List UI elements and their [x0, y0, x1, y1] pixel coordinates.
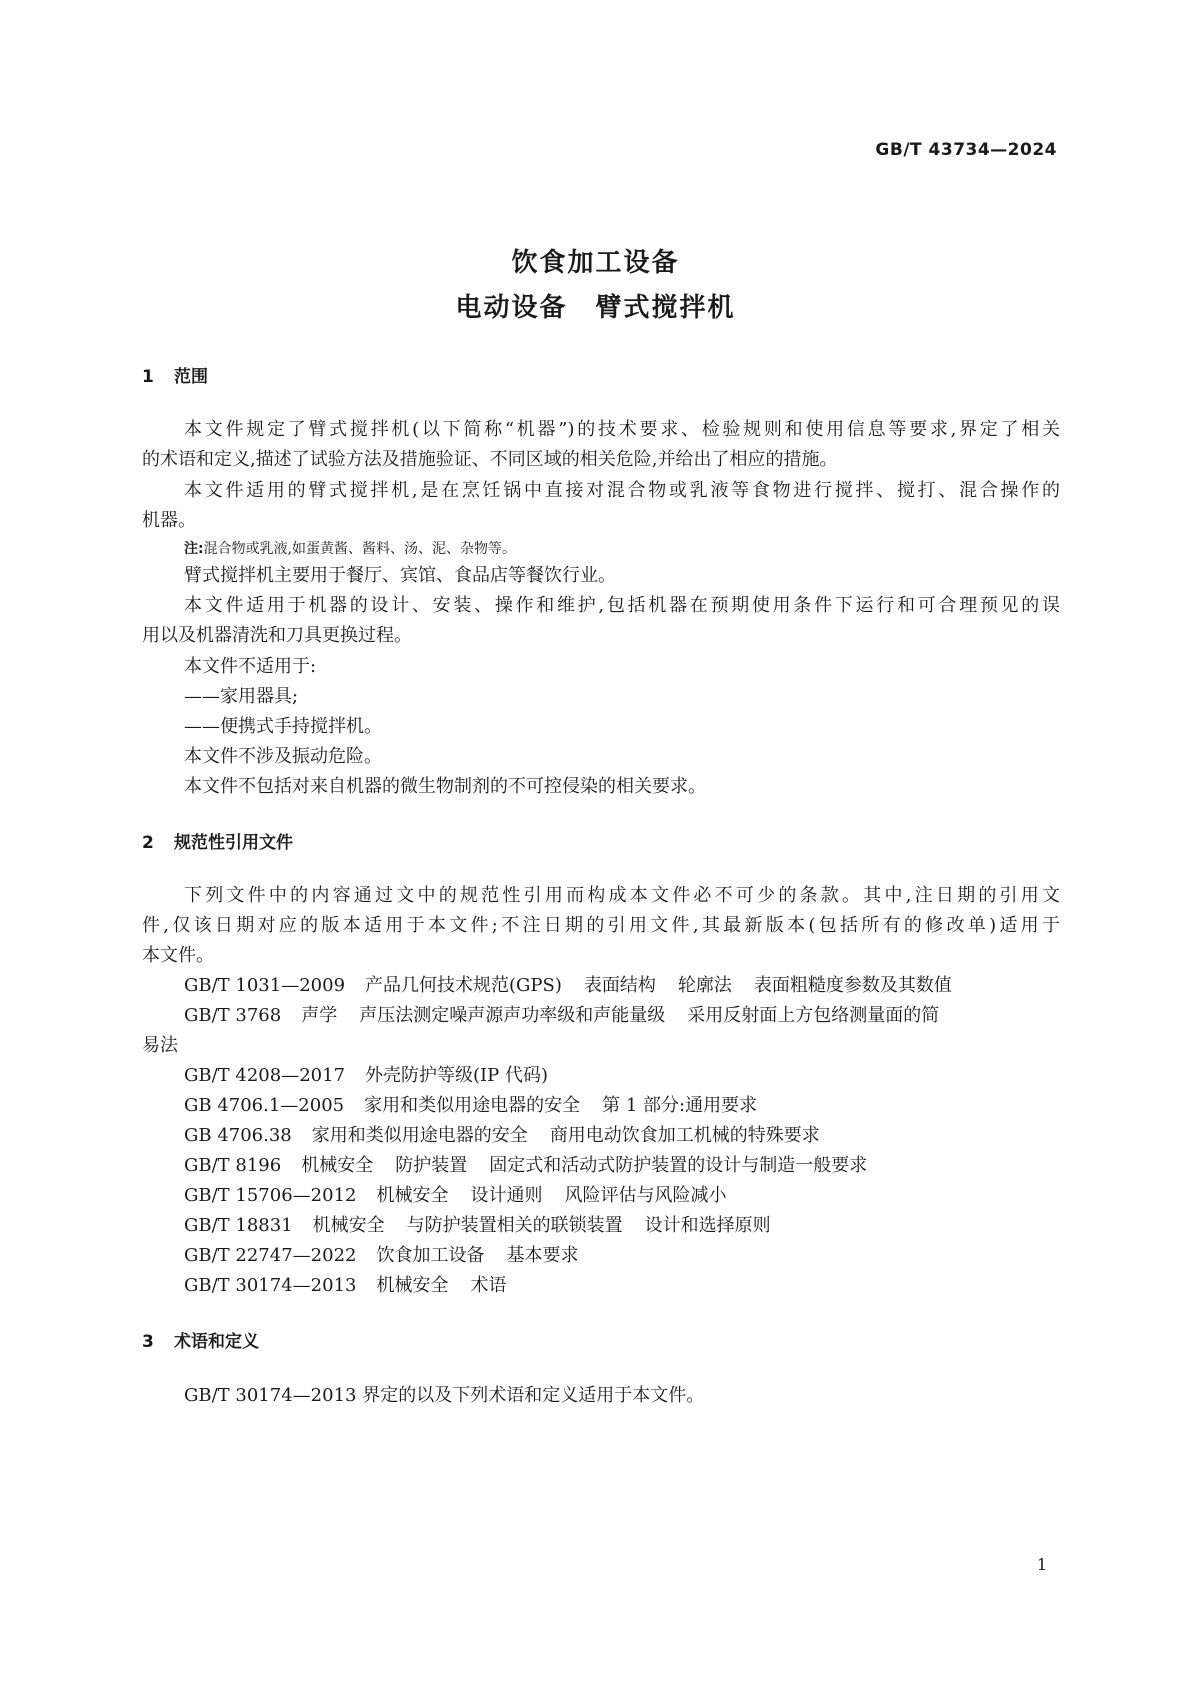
paragraph-line: 本文件不涉及振动危险。 [184, 746, 382, 767]
reference-item [184, 1004, 939, 1028]
page-number: 1 [1036, 1555, 1047, 1574]
note [184, 539, 516, 559]
reference-item [184, 1124, 842, 1148]
note-label: 注: [184, 541, 204, 557]
reference-title-part: 防护装置 [395, 1155, 468, 1176]
reference-title-part: 固定式和活动式防护装置的设计与制造一般要求 [489, 1155, 868, 1176]
reference-item [184, 1094, 779, 1118]
section-number: 3 [142, 1332, 154, 1352]
reference-title-part: 表面粗糙度参数及其数值 [753, 975, 952, 996]
reference-title-part: 轮廓法 [677, 975, 732, 996]
reference-title-part: 产品几何技术规范(GPS) [365, 975, 562, 996]
reference-title-part: 声压法测定噪声源声功率级和声能量级 [359, 1005, 666, 1026]
section-title: 术语和定义 [174, 1332, 259, 1352]
reference-title-part: 表面结构 [583, 975, 656, 996]
reference-title-part: 基本要求 [506, 1245, 579, 1266]
reference-code: GB 4706.38 [184, 1125, 292, 1146]
paragraph-line: 用以及机器清洗和刀具更换过程。 [142, 625, 412, 646]
paragraph-line: 机器。 [142, 510, 196, 531]
reference-code: GB/T 15706—2012 [184, 1185, 357, 1206]
reference-title-part: 饮食加工设备 [376, 1245, 485, 1266]
reference-code: GB/T 1031—2009 [184, 975, 346, 996]
reference-code: GB/T 18831 [184, 1215, 293, 1236]
paragraph-line: 下列文件中的内容通过文中的规范性引用而构成本文件必不可少的条款。其中,注日期的引用文 [184, 885, 1060, 906]
reference-title-part: 术语 [470, 1275, 507, 1296]
reference-title-part: 设计通则 [470, 1185, 543, 1206]
reference-item [184, 1154, 889, 1178]
section-number: 2 [142, 833, 154, 853]
document-title-line1: 饮食加工设备 [511, 248, 680, 278]
reference-item [184, 1274, 528, 1298]
reference-code: GB/T 30174—2013 [184, 1275, 357, 1296]
reference-item [184, 1184, 748, 1208]
paragraph-line: 本文件适用于机器的设计、安装、操作和维护,包括机器在预期使用条件下运行和可合理预见的误 [184, 595, 1060, 616]
reference-item [184, 1244, 600, 1268]
paragraph-line: GB/T 30174—2013 界定的以及下列术语和定义适用于本文件。 [184, 1385, 705, 1406]
paragraph-line: 本文件不适用于: [184, 656, 317, 677]
reference-title-part: 外壳防护等级(IP 代码) [365, 1065, 549, 1086]
section-title: 规范性引用文件 [174, 833, 293, 853]
list-item: ——家用器具; [184, 686, 299, 707]
paragraph-line: 本文件适用的臂式搅拌机,是在烹饪锅中直接对混合物或乳液等食物进行搅拌、搅打、混合操作的 [184, 480, 1060, 501]
reference-title-part: 与防护装置相关的联锁装置 [406, 1215, 623, 1236]
section-number: 1 [142, 367, 154, 387]
standard-number: GB/T 43734—2024 [875, 140, 1057, 160]
section-title: 范围 [174, 367, 208, 387]
paragraph-line: 臂式搅拌机主要用于餐厅、宾馆、食品店等餐饮行业。 [184, 565, 616, 586]
reference-code: GB/T 8196 [184, 1155, 282, 1176]
reference-title-part: 机械安全 [301, 1155, 374, 1176]
reference-item [184, 1064, 570, 1088]
paragraph-line: 的术语和定义,描述了试验方法及措施验证、不同区域的相关危险,并给出了相应的措施。 [142, 449, 838, 470]
paragraph-line: 本文件。 [142, 945, 214, 966]
reference-title-part: 机械安全 [312, 1215, 385, 1236]
list-item: ——便携式手持搅拌机。 [184, 716, 382, 737]
reference-title-part: 家用和类似用途电器的安全 [364, 1095, 581, 1116]
reference-title-part: 采用反射面上方包络测量面的简 [687, 1005, 940, 1026]
document-title-line2: 电动设备 臂式搅拌机 [455, 293, 736, 323]
reference-title-part: 家用和类似用途电器的安全 [311, 1125, 528, 1146]
reference-title-part: 风险评估与风险减小 [564, 1185, 727, 1206]
reference-title-part: 声学 [301, 1005, 338, 1026]
reference-item [184, 974, 974, 998]
section-3-heading [142, 1327, 259, 1352]
reference-title-part: 第 1 部分:通用要求 [602, 1095, 758, 1116]
reference-title-part: 机械安全 [376, 1185, 449, 1206]
section-1-heading [142, 362, 208, 387]
reference-item [184, 1214, 793, 1238]
reference-title-part: 设计和选择原则 [644, 1215, 771, 1236]
section-2-heading [142, 828, 293, 853]
reference-code: GB/T 4208—2017 [184, 1065, 346, 1086]
paragraph-line: 件,仅该日期对应的版本适用于本文件;不注日期的引用文件,其最新版本(包括所有的修改单)适用于 [142, 915, 1060, 936]
reference-code: GB/T 3768 [184, 1005, 282, 1026]
reference-code: GB/T 22747—2022 [184, 1245, 357, 1266]
paragraph-line: 本文件规定了臂式搅拌机(以下简称“机器”)的技术要求、检验规则和使用信息等要求,界定了相关 [184, 419, 1060, 440]
reference-code: GB 4706.1—2005 [184, 1095, 345, 1116]
note-text: 混合物或乳液,如蛋黄酱、酱料、汤、泥、杂物等。 [203, 541, 517, 557]
paragraph-line: 本文件不包括对来自机器的微生物制剂的不可控侵染的相关要求。 [184, 776, 706, 797]
reference-title-part: 商用电动饮食加工机械的特殊要求 [549, 1125, 820, 1146]
reference-title-part: 机械安全 [376, 1275, 449, 1296]
reference-continuation: 易法 [142, 1035, 178, 1056]
